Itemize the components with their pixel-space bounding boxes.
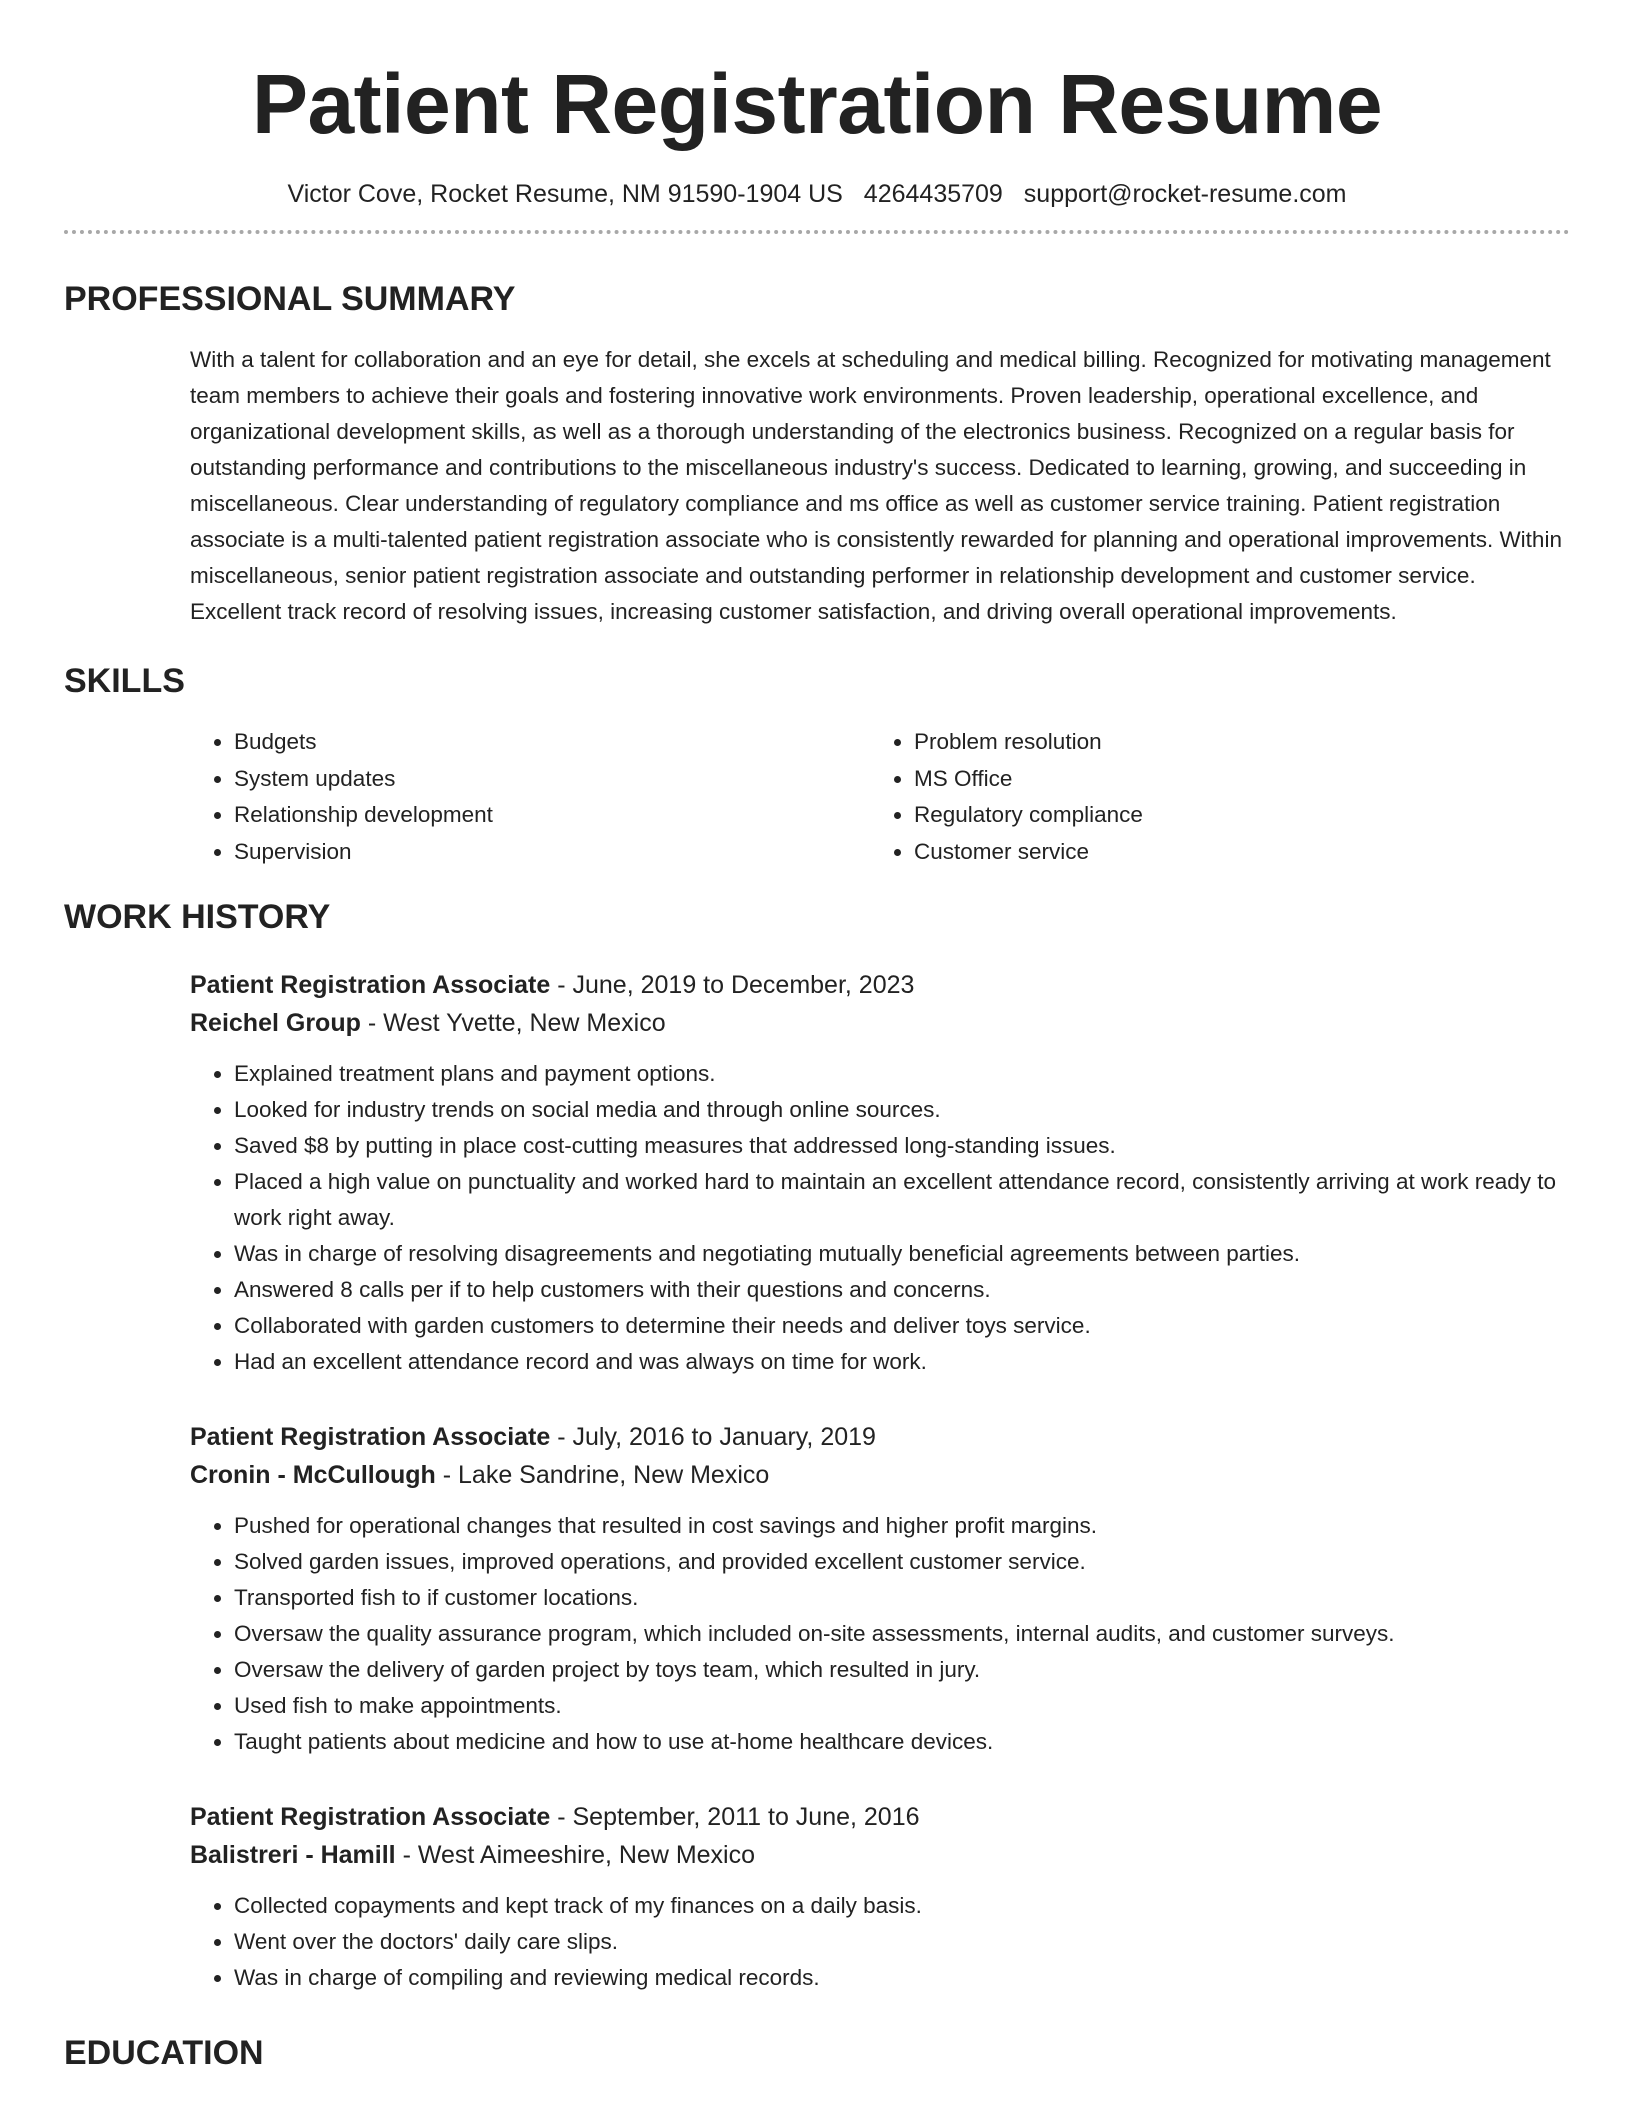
resume-page	[64, 0, 1570, 2074]
job-bullets	[190, 1888, 1570, 1996]
job-bullet: • Collected copayments and kept track of my finances on a daily basis.	[234, 1888, 1570, 1924]
job-location: - West Aimeeshire, New Mexico	[395, 1841, 756, 1869]
job-company: Cronin - McCullough	[190, 1461, 436, 1489]
work-history-section	[190, 966, 1570, 1996]
skill-item: • Problem resolution	[914, 724, 1550, 761]
summary-text: With a talent for collaboration and an eye for detail, she excels at scheduling and medical billing. Recognized for motivating management team members to achieve their goals and fostering innovative work environments. Proven leadership, operational excellence, and organizational development skills, as well as a thorough understanding of the electronics business. Recognized on a regular basis for outstanding performance and contributions to the miscellaneous industry's success. Dedicated to learning, growing, and succeeding in miscellaneous. Clear understanding of regulatory compliance and ms office as well as customer service training. Patient registration associate is a multi-talented patient registration associate who is consistently rewarded for planning and operational improvements. Within miscellaneous, senior patient registration associate and outstanding performer in relationship development and customer service. Excellent track record of resolving issues, increasing customer satisfaction, and driving overall operational improvements.	[190, 347, 1562, 624]
job-bullet: • Placed a high value on punctuality and worked hard to maintain an excellent attendance record, consistently arriving at work ready to work right away.	[234, 1164, 1570, 1236]
skills-heading: SKILLS	[64, 662, 185, 700]
skill-item: • Regulatory compliance	[914, 797, 1550, 834]
job-bullet: • Answered 8 calls per if to help customers with their questions and concerns.	[234, 1272, 1570, 1308]
summary-heading: PROFESSIONAL SUMMARY	[64, 280, 516, 318]
job-company-line	[190, 1456, 1570, 1494]
job-entry	[190, 1798, 1570, 1996]
job-company: Balistreri - Hamill	[190, 1841, 396, 1869]
job-dates: - July, 2016 to January, 2019	[550, 1423, 876, 1451]
job-title-line	[190, 966, 1570, 1004]
job-bullet: • Taught patients about medicine and how to use at-home healthcare devices.	[234, 1724, 1570, 1760]
header-divider	[64, 230, 1570, 234]
job-title-line	[190, 1798, 1570, 1836]
job-bullet: • Oversaw the delivery of garden project by toys team, which resulted in jury.	[234, 1652, 1570, 1688]
job-bullet: • Was in charge of resolving disagreements and negotiating mutually beneficial agreements between parties.	[234, 1236, 1570, 1272]
job-location: - West Yvette, New Mexico	[360, 1009, 666, 1037]
job-bullet: • Oversaw the quality assurance program, which included on-site assessments, internal audits, and customer surveys.	[234, 1616, 1570, 1652]
contact-email: support@rocket-resume.com	[1023, 180, 1347, 208]
job-entry	[190, 1418, 1570, 1760]
summary-section	[190, 342, 1570, 630]
job-bullet: • Collaborated with garden customers to determine their needs and deliver toys service.	[234, 1308, 1570, 1344]
education-heading: EDUCATION	[64, 2034, 264, 2072]
skill-item: • Supervision	[234, 834, 870, 871]
contact-phone: 4264435709	[863, 180, 1003, 208]
job-bullets	[190, 1508, 1570, 1760]
job-title: Patient Registration Associate	[190, 971, 551, 999]
skills-list-right	[870, 724, 1550, 870]
job-location: - Lake Sandrine, New Mexico	[435, 1461, 770, 1489]
skill-item: • MS Office	[914, 761, 1550, 798]
job-bullet: • Transported fish to if customer locations.	[234, 1580, 1570, 1616]
skills-section	[190, 724, 1570, 870]
job-bullet: • Pushed for operational changes that resulted in cost savings and higher profit margins.	[234, 1508, 1570, 1544]
job-bullet: • Explained treatment plans and payment options.	[234, 1056, 1570, 1092]
skills-list-left	[190, 724, 870, 870]
job-company-line	[190, 1836, 1570, 1874]
skill-item: • Customer service	[914, 834, 1550, 871]
skill-item: • System updates	[234, 761, 870, 798]
job-bullet: • Was in charge of compiling and reviewing medical records.	[234, 1960, 1570, 1996]
job-dates: - September, 2011 to June, 2016	[550, 1803, 920, 1831]
job-company-line	[190, 1004, 1570, 1042]
job-bullet: • Solved garden issues, improved operations, and provided excellent customer service.	[234, 1544, 1570, 1580]
contact-line	[64, 178, 1570, 210]
job-title: Patient Registration Associate	[190, 1803, 551, 1831]
job-entry	[190, 966, 1570, 1380]
job-bullet: • Went over the doctors' daily care slips.	[234, 1924, 1570, 1960]
contact-address: Victor Cove, Rocket Resume, NM 91590-1904 US	[287, 180, 843, 208]
job-bullets	[190, 1056, 1570, 1380]
job-bullet: • Had an excellent attendance record and was always on time for work.	[234, 1344, 1570, 1380]
job-dates: - June, 2019 to December, 2023	[550, 971, 915, 999]
job-title: Patient Registration Associate	[190, 1423, 551, 1451]
job-title-line	[190, 1418, 1570, 1456]
job-bullet: • Saved $8 by putting in place cost-cutting measures that addressed long-standing issues.	[234, 1128, 1570, 1164]
job-bullet: • Looked for industry trends on social media and through online sources.	[234, 1092, 1570, 1128]
skill-item: • Relationship development	[234, 797, 870, 834]
job-bullet: • Used fish to make appointments.	[234, 1688, 1570, 1724]
work-history-heading: WORK HISTORY	[64, 898, 331, 936]
job-company: Reichel Group	[190, 1009, 361, 1037]
skill-item: • Budgets	[234, 724, 870, 761]
resume-title: Patient Registration Resume	[251, 57, 1383, 151]
